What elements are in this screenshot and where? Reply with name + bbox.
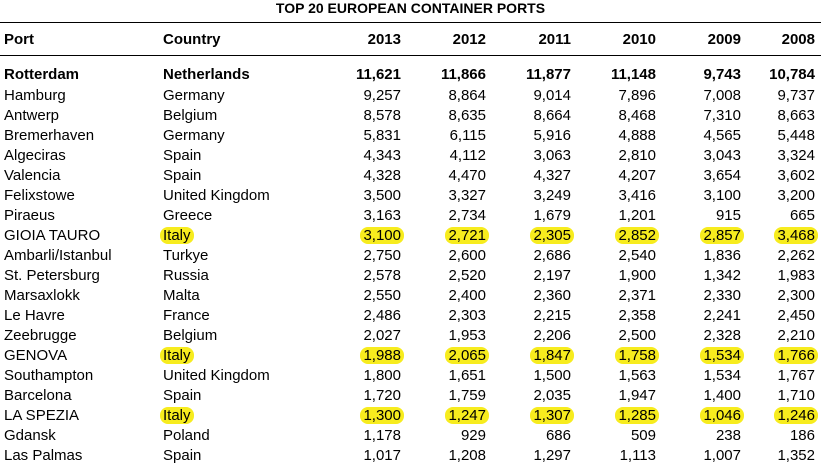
teu-value-cell-2009: 1,836 bbox=[703, 246, 741, 264]
teu-value-cell-2012: 4,470 bbox=[448, 166, 486, 184]
port-name-cell: Las Palmas bbox=[4, 446, 83, 464]
teu-value-cell-2011: 686 bbox=[545, 426, 571, 444]
teu-value-cell-2009: 238 bbox=[715, 426, 741, 444]
country-cell: Belgium bbox=[163, 326, 218, 344]
teu-value-cell-2013: 2,486 bbox=[363, 306, 401, 324]
teu-value-cell-2010: 1,113 bbox=[619, 446, 656, 464]
table-row bbox=[0, 106, 821, 126]
teu-value-cell-2012: 1,759 bbox=[448, 386, 486, 404]
teu-value-cell-2012: 2,734 bbox=[448, 206, 486, 224]
teu-value-cell-2008: 2,450 bbox=[777, 306, 815, 324]
teu-value-cell-2013: 3,500 bbox=[363, 186, 401, 204]
highlighted-value: 1,246 bbox=[774, 407, 818, 424]
port-name-cell: Zeebrugge bbox=[4, 326, 77, 344]
teu-value-cell-2009: 915 bbox=[715, 206, 741, 224]
header-row bbox=[0, 23, 821, 56]
teu-value-cell-2008: 665 bbox=[789, 206, 815, 224]
teu-value-cell-2010: 2,358 bbox=[618, 306, 656, 324]
teu-value-cell-2008: 2,262 bbox=[777, 246, 815, 264]
country-cell: France bbox=[163, 306, 210, 324]
table-row bbox=[0, 446, 821, 466]
country-cell: Spain bbox=[163, 446, 202, 464]
teu-value-cell-2008: 1,710 bbox=[777, 386, 815, 404]
country-cell: United Kingdom bbox=[163, 186, 270, 204]
table-header bbox=[0, 23, 821, 56]
teu-value-cell-2008: 8,663 bbox=[777, 106, 815, 124]
teu-value-cell-2012: 8,864 bbox=[448, 86, 486, 104]
highlighted-country: Italy bbox=[160, 227, 194, 244]
teu-value-cell-2009: 2,328 bbox=[703, 326, 741, 344]
teu-value-cell-2010 bbox=[571, 346, 656, 366]
teu-value-cell-2012: 4,112 bbox=[449, 146, 486, 164]
table-body bbox=[0, 56, 821, 466]
highlighted-value: 2,857 bbox=[700, 227, 744, 244]
highlighted-value: 1,988 bbox=[360, 347, 404, 364]
teu-value-cell-2010: 1,563 bbox=[618, 366, 656, 384]
country-cell: Greece bbox=[163, 206, 213, 224]
port-name-cell: Barcelona bbox=[4, 386, 72, 404]
teu-value-cell-2010: 1,900 bbox=[618, 266, 656, 284]
teu-value-cell-2013: 4,343 bbox=[363, 146, 401, 164]
country-cell: Germany bbox=[163, 86, 225, 104]
header-year-2013: 2013 bbox=[293, 23, 401, 56]
port-name-cell: GIOIA TAURO bbox=[4, 226, 101, 244]
teu-value-cell-2012: 1,208 bbox=[448, 446, 486, 464]
teu-value-cell-2008: 186 bbox=[789, 426, 815, 444]
teu-value-cell-2012 bbox=[401, 346, 486, 366]
teu-value-cell-2013 bbox=[293, 406, 401, 426]
table-row bbox=[0, 56, 821, 86]
teu-value-cell-2011: 2,206 bbox=[533, 326, 571, 344]
teu-value-cell-2013: 8,578 bbox=[363, 106, 401, 124]
teu-value-cell-2012: 1,651 bbox=[448, 366, 486, 384]
teu-value-cell-2010: 7,896 bbox=[618, 86, 656, 104]
highlighted-value: 3,468 bbox=[774, 227, 818, 244]
highlighted-value: 2,852 bbox=[615, 227, 659, 244]
country-cell: United Kingdom bbox=[163, 366, 270, 384]
teu-value-cell-2012: 2,400 bbox=[448, 286, 486, 304]
table-row bbox=[0, 426, 821, 446]
teu-value-cell-2011: 4,327 bbox=[533, 166, 571, 184]
teu-value-cell-2009: 1,007 bbox=[703, 446, 741, 464]
teu-value-cell-2008 bbox=[741, 406, 821, 426]
header-year-2010: 2010 bbox=[571, 23, 656, 56]
header-year-2008: 2008 bbox=[741, 23, 821, 56]
teu-value-cell-2011: 2,686 bbox=[533, 246, 571, 264]
country-cell: Germany bbox=[163, 126, 225, 144]
highlighted-value: 1,766 bbox=[774, 347, 818, 364]
table-row bbox=[0, 146, 821, 166]
teu-value-cell-2012 bbox=[401, 406, 486, 426]
teu-value-cell-2009: 7,008 bbox=[703, 86, 741, 104]
table-title: TOP 20 EUROPEAN CONTAINER PORTS bbox=[275, 0, 546, 16]
highlighted-value: 1,247 bbox=[445, 407, 489, 424]
country-cell: Spain bbox=[163, 166, 202, 184]
teu-value-cell-2008: 10,784 bbox=[769, 65, 815, 83]
teu-value-cell-2009: 2,330 bbox=[703, 286, 741, 304]
table-row bbox=[0, 306, 821, 326]
teu-value-cell-2011: 2,215 bbox=[533, 306, 571, 324]
teu-value-cell-2009: 7,310 bbox=[703, 106, 741, 124]
teu-value-cell-2009: 1,342 bbox=[703, 266, 741, 284]
teu-value-cell-2010: 509 bbox=[630, 426, 656, 444]
highlighted-value: 1,300 bbox=[360, 407, 404, 424]
teu-value-cell-2013 bbox=[293, 226, 401, 246]
teu-value-cell-2011 bbox=[486, 406, 571, 426]
teu-value-cell-2008: 3,200 bbox=[777, 186, 815, 204]
teu-value-cell-2009 bbox=[656, 346, 741, 366]
teu-value-cell-2011: 1,297 bbox=[533, 446, 571, 464]
highlighted-value: 2,305 bbox=[530, 227, 574, 244]
teu-value-cell-2008: 1,767 bbox=[777, 366, 815, 384]
teu-value-cell-2008 bbox=[741, 346, 821, 366]
teu-value-cell-2010: 1,201 bbox=[618, 206, 656, 224]
teu-value-cell-2013: 5,831 bbox=[363, 126, 401, 144]
highlighted-country: Italy bbox=[160, 347, 194, 364]
country-cell bbox=[163, 406, 293, 426]
teu-value-cell-2008: 3,324 bbox=[777, 146, 815, 164]
teu-value-cell-2009 bbox=[656, 226, 741, 246]
header-port: Port bbox=[0, 23, 163, 56]
teu-value-cell-2009: 1,400 bbox=[703, 386, 741, 404]
table-row bbox=[0, 406, 821, 426]
port-name-cell: Bremerhaven bbox=[4, 126, 95, 144]
teu-value-cell-2010: 11,148 bbox=[610, 65, 656, 83]
header-year-2009: 2009 bbox=[656, 23, 741, 56]
teu-value-cell-2010 bbox=[571, 226, 656, 246]
teu-value-cell-2009: 4,565 bbox=[703, 126, 741, 144]
teu-value-cell-2011: 11,877 bbox=[525, 65, 571, 83]
teu-value-cell-2013: 11,621 bbox=[355, 65, 401, 83]
teu-value-cell-2009: 3,654 bbox=[703, 166, 741, 184]
port-name-cell: LA SPEZIA bbox=[4, 406, 80, 424]
port-name-cell: Valencia bbox=[4, 166, 61, 184]
teu-value-cell-2013: 2,750 bbox=[363, 246, 401, 264]
table-row bbox=[0, 266, 821, 286]
teu-value-cell-2011: 9,014 bbox=[533, 86, 571, 104]
teu-value-cell-2012: 8,635 bbox=[448, 106, 486, 124]
teu-value-cell-2013 bbox=[293, 346, 401, 366]
highlighted-value: 1,307 bbox=[530, 407, 574, 424]
table-row bbox=[0, 206, 821, 226]
port-name-cell: Hamburg bbox=[4, 86, 66, 104]
teu-value-cell-2011: 2,035 bbox=[533, 386, 571, 404]
teu-value-cell-2012: 2,520 bbox=[448, 266, 486, 284]
teu-value-cell-2011 bbox=[486, 346, 571, 366]
teu-value-cell-2013: 1,800 bbox=[363, 366, 401, 384]
table-row bbox=[0, 166, 821, 186]
teu-value-cell-2011: 8,664 bbox=[533, 106, 571, 124]
highlighted-country: Italy bbox=[160, 407, 194, 424]
table-row bbox=[0, 86, 821, 106]
table-row bbox=[0, 126, 821, 146]
highlighted-value: 1,534 bbox=[700, 347, 744, 364]
teu-value-cell-2011: 3,249 bbox=[533, 186, 571, 204]
teu-value-cell-2010: 4,207 bbox=[618, 166, 656, 184]
teu-value-cell-2010: 2,810 bbox=[618, 146, 656, 164]
teu-value-cell-2008: 2,210 bbox=[777, 326, 815, 344]
header-year-2011: 2011 bbox=[486, 23, 571, 56]
table-row bbox=[0, 246, 821, 266]
highlighted-value: 1,758 bbox=[615, 347, 659, 364]
highlighted-value: 1,046 bbox=[700, 407, 744, 424]
table-row bbox=[0, 366, 821, 386]
teu-value-cell-2012: 1,953 bbox=[448, 326, 486, 344]
teu-value-cell-2011: 5,916 bbox=[533, 126, 571, 144]
highlighted-value: 3,100 bbox=[360, 227, 404, 244]
teu-value-cell-2008: 1,352 bbox=[777, 446, 815, 464]
teu-value-cell-2010: 8,468 bbox=[618, 106, 656, 124]
table-row bbox=[0, 386, 821, 406]
teu-value-cell-2013: 9,257 bbox=[363, 86, 401, 104]
teu-value-cell-2012: 2,600 bbox=[448, 246, 486, 264]
table-row bbox=[0, 326, 821, 346]
country-cell bbox=[163, 226, 293, 246]
teu-value-cell-2010: 2,500 bbox=[618, 326, 656, 344]
teu-value-cell-2009: 9,743 bbox=[703, 65, 741, 83]
port-name-cell: Southampton bbox=[4, 366, 94, 384]
header-country: Country bbox=[163, 23, 293, 56]
table-row bbox=[0, 286, 821, 306]
country-cell: Poland bbox=[163, 426, 210, 444]
teu-value-cell-2010: 2,371 bbox=[618, 286, 656, 304]
teu-value-cell-2011: 2,360 bbox=[533, 286, 571, 304]
teu-value-cell-2009: 3,100 bbox=[703, 186, 741, 204]
teu-value-cell-2009: 3,043 bbox=[703, 146, 741, 164]
teu-value-cell-2011: 1,500 bbox=[533, 366, 571, 384]
country-cell: Spain bbox=[163, 386, 202, 404]
country-cell: Belgium bbox=[163, 106, 218, 124]
teu-value-cell-2011: 1,679 bbox=[533, 206, 571, 224]
teu-value-cell-2011: 2,197 bbox=[533, 266, 571, 284]
table-row bbox=[0, 226, 821, 246]
teu-value-cell-2008: 5,448 bbox=[777, 126, 815, 144]
teu-value-cell-2011: 3,063 bbox=[533, 146, 571, 164]
teu-value-cell-2013: 1,178 bbox=[363, 426, 401, 444]
teu-value-cell-2011 bbox=[486, 226, 571, 246]
teu-value-cell-2013: 1,017 bbox=[363, 446, 401, 464]
teu-value-cell-2008: 1,983 bbox=[777, 266, 815, 284]
country-cell: Turkye bbox=[163, 246, 209, 264]
port-name-cell: Piraeus bbox=[4, 206, 55, 224]
table-row bbox=[0, 186, 821, 206]
teu-value-cell-2012: 3,327 bbox=[448, 186, 486, 204]
teu-value-cell-2009: 2,241 bbox=[703, 306, 741, 324]
header-year-2012: 2012 bbox=[401, 23, 486, 56]
teu-value-cell-2013: 3,163 bbox=[363, 206, 401, 224]
country-cell: Russia bbox=[163, 266, 209, 284]
port-name-cell: Gdansk bbox=[4, 426, 56, 444]
teu-value-cell-2010: 2,540 bbox=[618, 246, 656, 264]
teu-value-cell-2009: 1,534 bbox=[703, 366, 741, 384]
teu-value-cell-2012: 929 bbox=[460, 426, 486, 444]
teu-value-cell-2009 bbox=[656, 406, 741, 426]
teu-value-cell-2010 bbox=[571, 406, 656, 426]
teu-value-cell-2010: 3,416 bbox=[618, 186, 656, 204]
country-cell: Spain bbox=[163, 146, 202, 164]
teu-value-cell-2012: 2,303 bbox=[448, 306, 486, 324]
container-ports-table bbox=[0, 22, 821, 466]
country-cell bbox=[163, 346, 293, 366]
port-name-cell: Felixstowe bbox=[4, 186, 75, 204]
table-row bbox=[0, 346, 821, 366]
teu-value-cell-2013: 2,027 bbox=[363, 326, 401, 344]
teu-value-cell-2012: 11,866 bbox=[440, 65, 486, 83]
port-name-cell: Antwerp bbox=[4, 106, 60, 124]
port-name-cell: St. Petersburg bbox=[4, 266, 100, 284]
teu-value-cell-2008: 9,737 bbox=[777, 86, 815, 104]
teu-value-cell-2012 bbox=[401, 226, 486, 246]
country-cell: Netherlands bbox=[163, 65, 250, 83]
teu-value-cell-2008: 2,300 bbox=[777, 286, 815, 304]
highlighted-value: 1,285 bbox=[615, 407, 659, 424]
highlighted-value: 2,721 bbox=[445, 227, 489, 244]
teu-value-cell-2013: 1,720 bbox=[363, 386, 401, 404]
port-name-cell: Rotterdam bbox=[4, 65, 80, 83]
teu-value-cell-2013: 4,328 bbox=[363, 166, 401, 184]
teu-value-cell-2013: 2,578 bbox=[363, 266, 401, 284]
country-cell: Malta bbox=[163, 286, 200, 304]
teu-value-cell-2010: 4,888 bbox=[618, 126, 656, 144]
port-name-cell: Le Havre bbox=[4, 306, 65, 324]
teu-value-cell-2012: 6,115 bbox=[449, 126, 486, 144]
highlighted-value: 2,065 bbox=[445, 347, 489, 364]
port-name-cell: Ambarli/Istanbul bbox=[4, 246, 112, 264]
teu-value-cell-2013: 2,550 bbox=[363, 286, 401, 304]
teu-value-cell-2008 bbox=[741, 226, 821, 246]
teu-value-cell-2008: 3,602 bbox=[777, 166, 815, 184]
port-name-cell: GENOVA bbox=[4, 346, 68, 364]
teu-value-cell-2010: 1,947 bbox=[618, 386, 656, 404]
port-name-cell: Marsaxlokk bbox=[4, 286, 80, 304]
port-name-cell: Algeciras bbox=[4, 146, 66, 164]
highlighted-value: 1,847 bbox=[530, 347, 574, 364]
